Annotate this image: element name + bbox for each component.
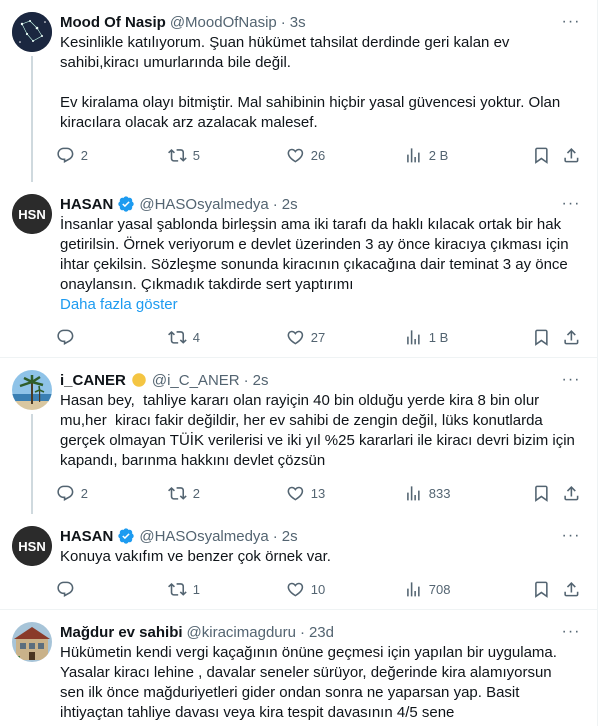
avatar[interactable] [12,370,52,410]
user-handle[interactable]: @kiracimagduru [186,623,296,641]
tweet-header [60,12,581,32]
bookmark-icon [532,328,551,347]
retweet-count: 2 [192,485,200,501]
reply-icon [56,146,75,165]
share-icon [562,484,581,503]
reply-button[interactable] [56,146,168,165]
view-count: 833 [428,485,451,501]
hsn-logo-avatar-icon [12,194,52,234]
views-chart-icon [404,484,423,503]
bookmark-button[interactable] [532,146,551,165]
reply-count: 2 [80,147,88,163]
avatar[interactable] [12,526,52,566]
tweet-header [60,370,581,390]
user-handle[interactable]: @HASOsyalmedya [139,527,269,545]
tweet-side-actions [532,580,582,599]
timestamp[interactable]: 2s [281,195,298,213]
separator-dot: · [272,195,278,213]
bookmark-button[interactable] [532,328,551,347]
display-name[interactable]: HASAN [60,527,114,545]
timestamp[interactable]: 2s [281,527,298,545]
constellation-avatar-icon [12,12,52,52]
tweet-header [60,622,581,642]
retweet-count: 1 [192,581,200,597]
share-button[interactable] [562,146,581,165]
display-name[interactable]: HASAN [60,195,114,213]
heart-icon [286,146,305,165]
retweet-button[interactable] [168,328,286,347]
tweet[interactable] [0,514,597,610]
bookmark-icon [532,580,551,599]
separator-dot: · [280,13,286,31]
share-button[interactable] [562,328,581,347]
display-name[interactable]: Mağdur ev sahibi [60,623,183,641]
timestamp[interactable]: 3s [289,13,306,31]
separator-dot: · [243,371,249,389]
timestamp[interactable]: 23d [308,623,334,641]
like-count: 13 [310,485,326,501]
tweet-actions [56,135,581,175]
heart-icon [286,484,305,503]
more-options-icon[interactable]: ··· [561,13,581,30]
views-chart-icon [404,328,423,347]
views-button[interactable] [404,484,524,503]
share-button[interactable] [562,580,581,599]
tweet-side-actions [532,146,582,165]
svg-text:HSN: HSN [18,207,46,222]
hsn-logo-avatar-icon [12,526,52,566]
separator-dot: · [299,623,305,641]
timestamp[interactable]: 2s [252,371,269,389]
more-options-icon[interactable]: ··· [561,527,581,544]
retweet-button[interactable] [168,484,286,503]
retweet-button[interactable] [168,580,286,599]
share-icon [562,146,581,165]
display-name[interactable]: i_CANER [60,371,126,389]
avatar[interactable] [12,622,52,662]
retweet-count: 4 [192,329,200,345]
reply-icon [56,328,75,347]
palm-tree-avatar-icon [12,370,52,410]
reply-button[interactable] [56,328,168,347]
tweet[interactable] [0,610,597,726]
tweet-text: Konuya vakıfım ve benzer çok örnek var. [60,548,331,565]
tweet-actions [56,473,581,513]
tweet-text: Hasan bey, tahliye kararı olan rayiçin 40 bin olduğu yerde kira 8 bin olur mu,her kiracı fakir değildir, her ev sahibi de zengin değil, lüks konutlarda gerçek olmayan TÜİK verilerisi ve iki yıl %25 kararlari ile kiracı devri bizim için kapandı, barınma hakkını devlet çözsün [60,392,580,469]
retweet-button[interactable] [168,146,286,165]
more-options-icon[interactable]: ··· [561,623,581,640]
bookmark-button[interactable] [532,580,551,599]
retweet-icon [168,484,187,503]
view-count: 2 B [428,147,449,163]
separator-dot: · [272,527,278,545]
retweet-icon [168,328,187,347]
tweet-text: Kesinlikle katılıyorum. Şuan hükümet tahsilat derdinde geri kalan ev sahibi,kiracı umurlarında bile değil. Ev kiralama olayı bitmiştir. Mal sahibinin hiçbir yasal güvencesi yoktur. Olan kiracılara olacak arz azalacak malesef. [60,34,561,131]
reply-count: 2 [80,485,88,501]
views-button[interactable] [404,146,524,165]
tweet-text: İnsanlar yasal şablonda birleşsin ama iki tarafı da haklı kılacak ortak bir hak getirilsin. Örnek veriyorum e devlet üzerinden 3 ay önce kiracıya çıkması için ihtar çekilsin. Sözleşme sonunda kiracının çıkacağına dair teminat 3 ay önce onaylansın. Çıkmadık takdirde sert yaptırımı [60,216,573,293]
yellow-circle-emoji-icon [130,371,148,389]
views-button[interactable] [404,580,524,599]
share-icon [562,580,581,599]
view-count: 708 [428,581,451,597]
bookmark-icon [532,484,551,503]
more-options-icon[interactable]: ··· [561,371,581,388]
view-count: 1 B [428,329,449,345]
retweet-count: 5 [192,147,200,163]
share-button[interactable] [562,484,581,503]
tweet-text: Hükümetin kendi vergi kaçağının önüne geçmesi için yapılan bir uygulama. Yasalar kiracı lehine , davalar seneler sürüyor, değerinde kira alamıyorsun sen ilk önce mağduriyetleri gider ondan sonra ne yaparsan yap. Basit ihtiyaçtan tahliye davası veya kira tespit davasının 4/5 sene [60,644,561,721]
tweet[interactable] [0,358,597,514]
like-button[interactable] [286,484,404,503]
avatar[interactable] [12,12,52,52]
user-handle[interactable]: @i_C_ANER [151,371,240,389]
bookmark-button[interactable] [532,484,551,503]
show-more-link[interactable]: Daha fazla göster [60,296,178,313]
tweet-side-actions [532,484,582,503]
like-count: 10 [310,581,326,597]
heart-icon [286,328,305,347]
house-avatar-icon [12,622,52,662]
retweet-icon [168,580,187,599]
verified-badge-icon [117,527,135,545]
like-button[interactable] [286,580,404,599]
reply-button[interactable] [56,484,168,503]
reply-button[interactable] [56,580,168,599]
like-count: 27 [310,329,326,345]
tweet-side-actions [532,328,582,347]
thread-line [31,414,33,514]
share-icon [562,328,581,347]
views-chart-icon [404,580,423,599]
tweet-actions [56,317,581,357]
more-options-icon[interactable]: ··· [561,195,581,212]
thread-line [31,56,33,182]
verified-badge-icon [117,195,135,213]
reply-icon [56,484,75,503]
retweet-icon [168,146,187,165]
tweet[interactable] [0,182,597,358]
tweet[interactable] [0,0,597,182]
heart-icon [286,580,305,599]
like-button[interactable] [286,146,404,165]
bookmark-icon [532,146,551,165]
user-handle[interactable]: @HASOsyalmedya [139,195,269,213]
tweet-actions [56,569,581,609]
user-handle[interactable]: @MoodOfNasip [169,13,277,31]
tweet-header [60,194,581,214]
tweet-header [60,526,581,546]
like-button[interactable] [286,328,404,347]
reply-icon [56,580,75,599]
avatar[interactable] [12,194,52,234]
display-name[interactable]: Mood Of Nasip [60,13,166,31]
svg-text:HSN: HSN [18,539,46,554]
views-button[interactable] [404,328,524,347]
like-count: 26 [310,147,326,163]
views-chart-icon [404,146,423,165]
